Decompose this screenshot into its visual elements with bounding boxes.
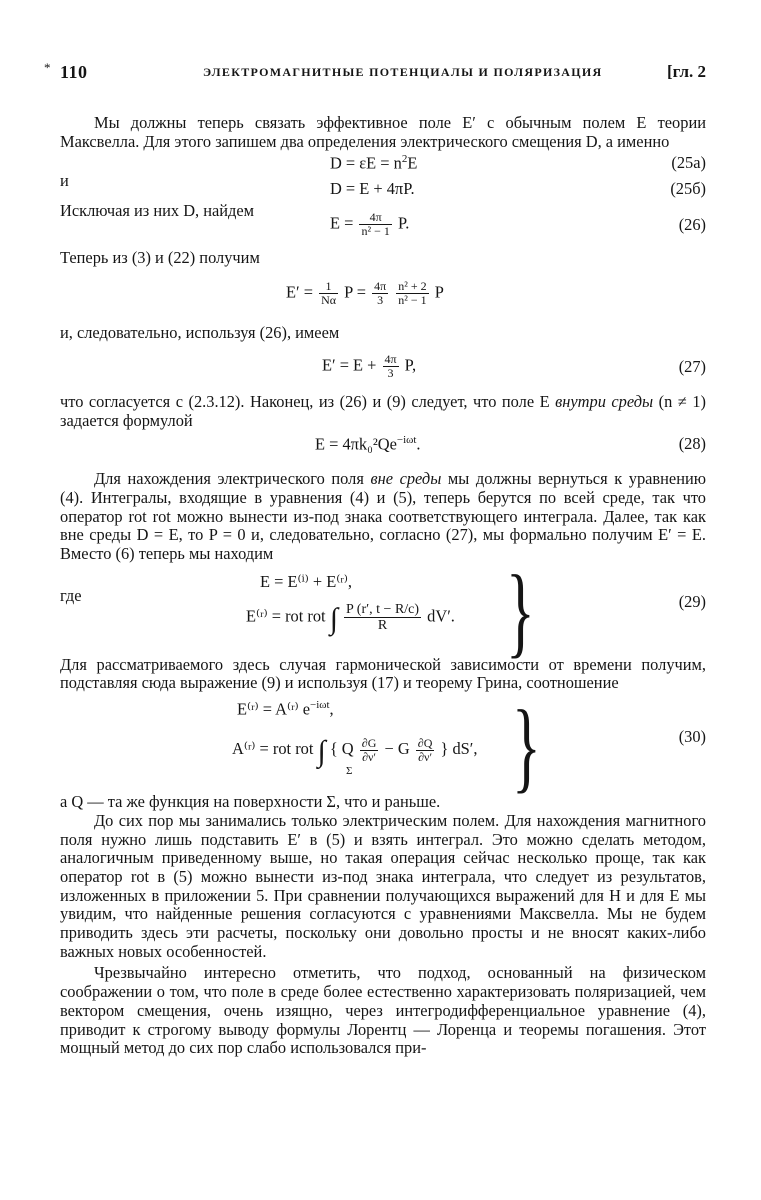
page-header (44, 60, 706, 88)
equation-29: E = E⁽ⁱ⁾ + E⁽ʳ⁾, где E⁽ʳ⁾ = rot rot ∫ $\frac{P (r', t - R/c)}{R}$ dV′. } (29) (60, 554, 706, 667)
right-brace: } (512, 690, 541, 803)
conjunction: и (60, 171, 69, 191)
paragraph-2: Исключая из них D, найдем (60, 201, 255, 221)
equation-number: (29) (678, 591, 706, 611)
right-brace: } (506, 554, 535, 667)
equation-number: (25б) (670, 179, 706, 199)
paragraph-6: Для нахождения электрического поля вне среды мы должны вернуться к уравнению (4). Интегралы, входящие в уравнения (4) и (5), теперь берутся по всей среде, так что оператор rot rot можно вынести из-под знака соответствующего интеграла. Далее, так как вне среды D = E, то P = 0 и, следовательно, согласно (27), мы формально получим E′ = E. Вместо (6) теперь мы находим (60, 469, 706, 564)
equation-number: (25а) (671, 153, 706, 173)
paragraph-1: Мы должны теперь связать эффективное поле E′ с обычным полем E теории Максвелла. Для этого запишем два определения электрического смещения D, а именно (60, 113, 706, 151)
chapter-label: [гл. 2 (666, 62, 706, 81)
paragraph-9: До сих пор мы занимались только электрическим полем. Для нахождения магнитного поля нужно лишь подставить E′ в (5) и взять интеграл. Это можно сделать методом, аналогичным приведенному выше, но такая операция сейчас несколько проще, так как оператор rot в (5) можно вынести из-под знака интеграла, что следует из результатов, изложенных в приложении 5. При сравнении получающихся выражений для H и для E мы увидим, что найденные решения согласуются с уравнениями Максвелла. Мы не будем приводить здесь эти расчеты, поскольку они довольно просты и не вносят каких-либо важных новых особенностей. (60, 810, 706, 961)
equation-27: E′ = E + $\frac{4\pi}{3}$ P, (27) (322, 351, 706, 380)
equation-e-prime: E′ = $\frac{1}{N\alpha}$ P = $\frac{4\pi}{3}$ $\frac{\text{n² + 2}}{\text{n² − 1}}$ P (286, 279, 444, 308)
equation-number: (27) (678, 356, 706, 376)
equation-26: Исключая из них D, найдем E = $\frac{4\pi}{\text{n² − 1}}$ P. (26) (60, 201, 706, 239)
sigma-subscript: Σ (346, 765, 353, 778)
paragraph-4: и, следовательно, используя (26), имеем (60, 323, 340, 343)
paragraph-7: Для рассматриваемого здесь случая гармонической зависимости от времени получим, подставляя сюда выражение (9) и используя (17) и теорему Грина, соотношение (60, 654, 706, 693)
paragraph-10: Чрезвычайно интересно отметить, что подход, основанный на физическом соображении о том, что поле в среде более естественно характеризовать поляризацией, чем вектором смещения, очень изящно, через интегродифференциальное уравнение (4), приводит к строгому выводу формулы Лорентц — Лоренца и теоремы погашения. Этот мощный метод до сих пор слабо использовался при- (60, 963, 706, 1058)
equation-30: E⁽ʳ⁾ = A⁽ʳ⁾ $e^{-i\omega t}$, A⁽ʳ⁾ = rot rot ∫ { Q $\frac{\partial G}{\partial\nu'}$ − G $\frac{\partial Q}{\partial\nu'}$ } dS′, Σ } (30) (232, 690, 706, 803)
equation-number: (30) (678, 727, 706, 747)
paragraph-3: Теперь из (3) и (22) получим (60, 248, 260, 268)
where-label: где (60, 585, 82, 605)
book-page (44, 60, 706, 1058)
equation-number: (28) (678, 434, 706, 454)
equation-25b: и D = E + 4πP. (25б) (60, 171, 706, 199)
equation-number: (26) (678, 215, 706, 235)
equation-25a: $D = \varepsilon E = n^2E$ (25а) (330, 153, 706, 173)
paragraph-5: что согласуется с (2.3.12). Наконец, из (26) и (9) следует, что поле E внутри среды (n ≠ 1) задается формулой (60, 391, 706, 430)
page-mark: * (44, 60, 51, 75)
page-number: 110 (60, 62, 88, 82)
equation-28: $E = 4\pi k_0^2Qe^{-i\omega t}$. (28) (315, 434, 706, 454)
paragraph-8: а Q — та же функция на поверхности Σ, что и раньше. (60, 792, 441, 812)
running-title: ЭЛЕКТРОМАГНИТНЫЕ ПОТЕНЦИАЛЫ И ПОЛЯРИЗАЦИЯ (203, 65, 603, 79)
